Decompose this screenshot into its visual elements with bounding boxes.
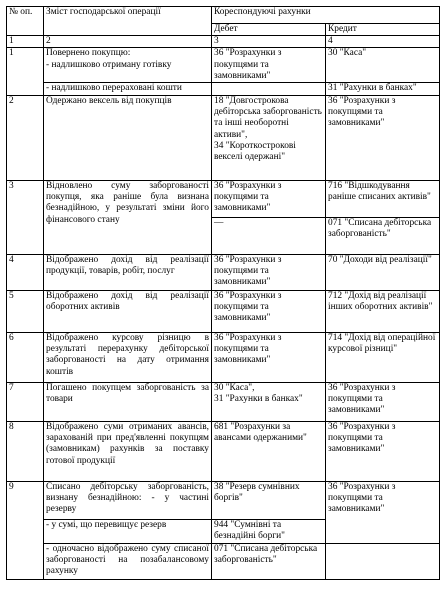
debit-account: 36 "Розрахунки з покупцями та замовниками"	[212, 333, 326, 383]
debit-account: 36 "Розрахунки з покупцями та замовниками"	[212, 181, 326, 218]
debit-account: 944 "Сумнівні та безнадійні борги"	[212, 520, 326, 544]
header-credit: Кредит	[326, 24, 440, 36]
debit-account: 36 "Розрахунки з покупцями та замовниками"	[212, 48, 326, 83]
op-description: Одержано вексель від покупців	[44, 96, 212, 181]
operations-table	[6, 6, 440, 580]
table-row	[7, 383, 440, 422]
debit-account: 18 "Довгострокова дебіторська заборгованість та інші необоротні активи", 34 "Короткострокові векселі одержані"	[212, 96, 326, 181]
debit-account: 681 "Розрахунки за авансами одержаними"	[212, 422, 326, 482]
op-description: Списано дебіторську заборгованість, визнану безнадійною: - у частині резерву	[44, 482, 212, 520]
index-cell: 2	[44, 36, 212, 48]
credit-account: 30 "Каса"	[326, 48, 440, 83]
op-description: Відображено курсову різницю в результаті перерахунку дебіторської заборгованості на дату отримання коштів	[44, 333, 212, 383]
op-number: 6	[7, 333, 44, 383]
header-accounts: Кореспондуючі рахунки	[212, 7, 440, 24]
op-number: 1	[7, 48, 44, 96]
credit-account: 70 "Доходи від реалізації"	[326, 255, 440, 291]
debit-account: —	[212, 218, 326, 255]
debit-account: 30 "Каса", 31 "Рахунки в банках"	[212, 383, 326, 422]
credit-account: 31 "Рахунки в банках"	[326, 83, 440, 96]
header-content: Зміст господарської операції	[44, 7, 212, 36]
table-row	[7, 544, 440, 580]
op-description: Відновлено суму заборгованості покупця, яка раніше була визнана безнадійною, у результаті зміни його фінансового стану	[44, 181, 212, 255]
credit-account: 36 "Розрахунки з покупцями та замовниками"	[326, 383, 440, 422]
header-row	[7, 7, 440, 24]
debit-account: 36 "Розрахунки з покупцями та замовниками"	[212, 291, 326, 333]
debit-account	[212, 83, 326, 96]
debit-account: 071 "Списана дебіторська заборгованість"	[212, 544, 326, 580]
table-row	[7, 291, 440, 333]
credit-account: 712 "Дохід від реалізації інших оборотних активів"	[326, 291, 440, 333]
index-cell: 3	[212, 36, 326, 48]
op-number: 2	[7, 96, 44, 181]
op-description: - у сумі, що перевищує резерв	[44, 520, 212, 544]
credit-account	[326, 544, 440, 580]
header-num: № оп.	[7, 7, 44, 36]
op-number: 7	[7, 383, 44, 422]
op-description: Відображено дохід від реалізації продукції, товарів, робіт, послуг	[44, 255, 212, 291]
op-number: 9	[7, 482, 44, 580]
table-row	[7, 333, 440, 383]
op-description: Відображено дохід від реалізації оборотних активів	[44, 291, 212, 333]
op-description: - одночасно відображено суму списаної заборгованості на позабалансовому рахунку	[44, 544, 212, 580]
op-description: Повернено покупцю: - надлишково отриману готівку	[44, 48, 212, 83]
credit-account: 36 "Розрахунки з покупцями та замовниками"	[326, 96, 440, 181]
credit-account: 36 "Розрахунки з покупцями та замовниками"	[326, 422, 440, 482]
op-number: 3	[7, 181, 44, 255]
op-number: 5	[7, 291, 44, 333]
op-description: Відображено суми отриманих авансів, зарахованій при пред'явленні покупцям (замовникам) рахунків за поставку готової продукції	[44, 422, 212, 482]
table-row	[7, 181, 440, 218]
table-row	[7, 422, 440, 482]
table-row	[7, 482, 440, 520]
credit-account: 714 "Дохід від операційної курсової різниці"	[326, 333, 440, 383]
op-number: 4	[7, 255, 44, 291]
table-row	[7, 255, 440, 291]
index-cell: 1	[7, 36, 44, 48]
op-description: Погашено покупцем заборгованість за товари	[44, 383, 212, 422]
index-row	[7, 36, 440, 48]
credit-account: 071 "Списана дебіторська заборгованість"	[326, 218, 440, 255]
header-debit: Дебет	[212, 24, 326, 36]
debit-account: 36 "Розрахунки з покупцями та замовниками"	[212, 255, 326, 291]
index-cell: 4	[326, 36, 440, 48]
table-row	[7, 48, 440, 83]
op-number: 8	[7, 422, 44, 482]
op-description: - надлишково перераховані кошти	[44, 83, 212, 96]
debit-account: 38 "Резерв сумнівних боргів"	[212, 482, 326, 520]
credit-account: 716 "Відшкодування раніше списаних активів"	[326, 181, 440, 218]
table-row	[7, 96, 440, 181]
table-row	[7, 83, 440, 96]
credit-account: 36 "Розрахунки з покупцями та замовниками"	[326, 482, 440, 544]
